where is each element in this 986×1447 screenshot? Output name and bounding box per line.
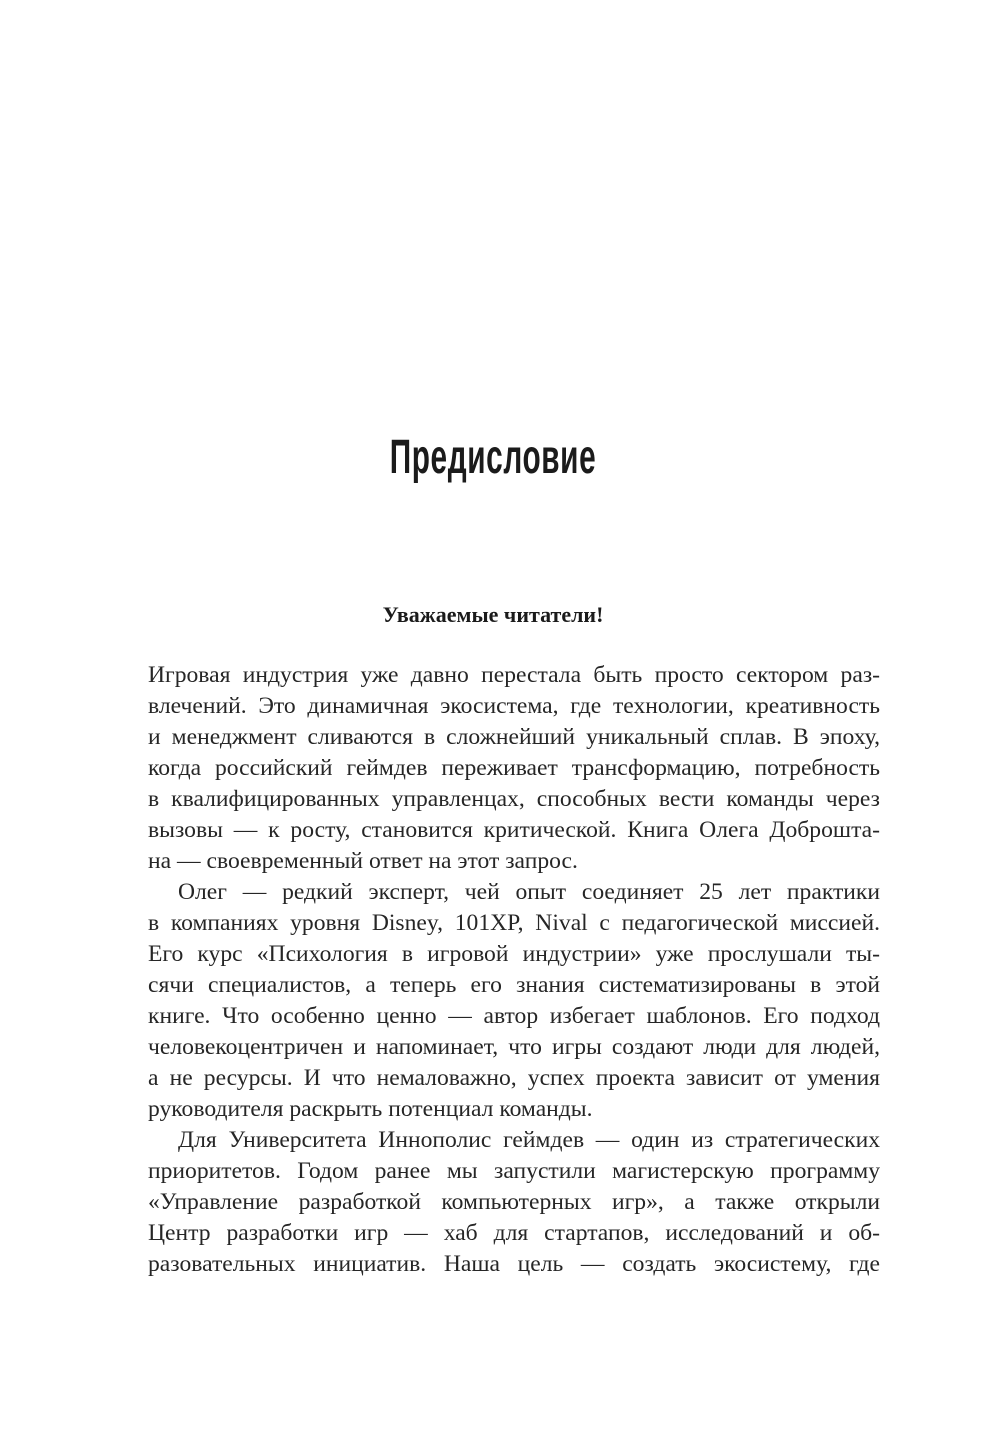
text-line: Центр разработки игр — хаб для стартапов, исследований и об-: [148, 1220, 880, 1246]
text-line: приоритетов. Годом ранее мы запустили магистерскую программу: [148, 1158, 880, 1184]
body-text: [148, 660, 880, 1280]
text-line: Его курс «Психология в игровой индустрии» уже прослушали ты-: [148, 941, 880, 967]
text-line: Олег — редкий эксперт, чей опыт соединяет 25 лет практики: [178, 879, 880, 905]
chapter-title: Предисловие: [389, 431, 597, 484]
text-line: вызовы — к росту, становится критической. Книга Олега Доброшта-: [148, 817, 880, 843]
text-line: «Управление разработкой компьютерных игр», а также открыли: [148, 1189, 880, 1215]
text-line: влечений. Это динамичная экосистема, где технологии, креативность: [148, 693, 880, 719]
text-line: руководителя раскрыть потенциал команды.: [148, 1096, 593, 1122]
text-line: на — своевременный ответ на этот запрос.: [148, 848, 578, 874]
text-line: Для Университета Иннополис геймдев — один из стратегических: [178, 1127, 880, 1153]
text-line: человекоцентричен и напоминает, что игры создают люди для людей,: [148, 1034, 880, 1060]
text-line: разовательных инициатив. Наша цель — создать экосистему, где: [148, 1251, 880, 1277]
text-line: когда российский геймдев переживает трансформацию, потребность: [148, 755, 880, 781]
text-line: сячи специалистов, а теперь его знания систематизированы в этой: [148, 972, 880, 998]
text-line: а не ресурсы. И что немаловажно, успех проекта зависит от умения: [148, 1065, 880, 1091]
text-line: книге. Что особенно ценно — автор избегает шаблонов. Его подход: [148, 1003, 880, 1029]
text-line: в квалифицированных управленцах, способных вести команды через: [148, 786, 880, 812]
text-line: и менеджмент сливаются в сложнейший уникальный сплав. В эпоху,: [148, 724, 880, 750]
greeting-heading: Уважаемые читатели!: [382, 602, 604, 627]
text-line: Игровая индустрия уже давно перестала быть просто сектором раз-: [148, 662, 880, 688]
text-line: в компаниях уровня Disney, 101XP, Nival с педагогической миссией.: [148, 910, 880, 936]
